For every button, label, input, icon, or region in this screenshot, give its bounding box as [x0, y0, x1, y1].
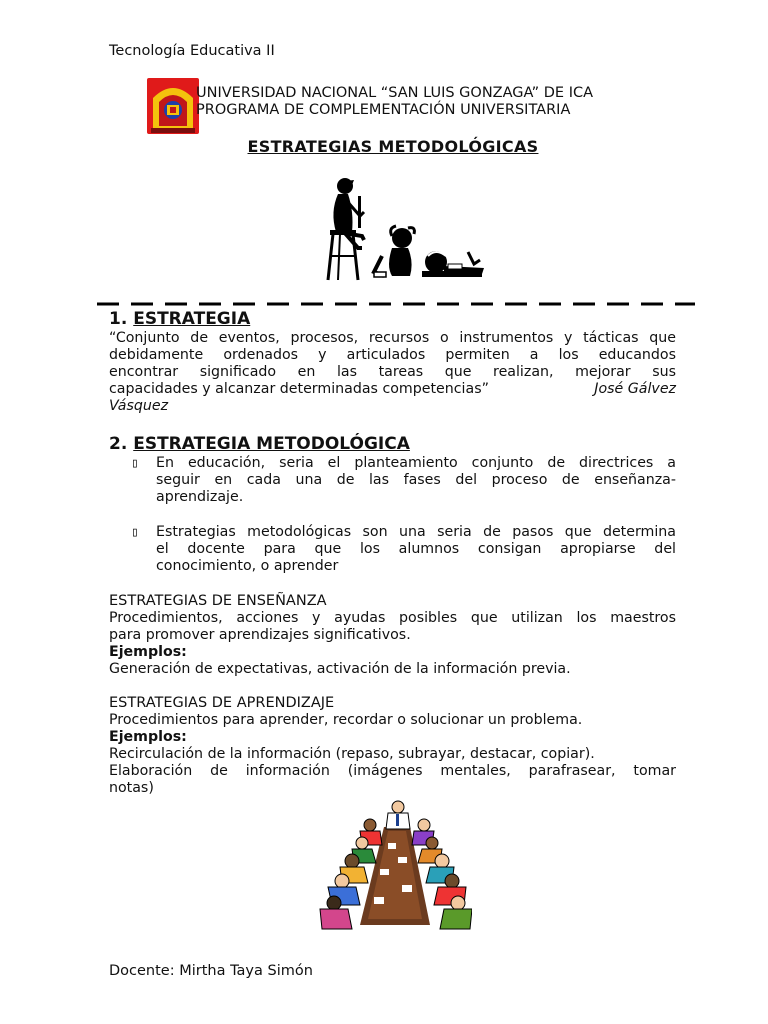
bullet-line: En educación, seria el planteamiento conjunto de directrices a: [156, 455, 676, 471]
section-2-heading: [109, 434, 410, 454]
teaching-examples-label: Ejemplos:: [109, 644, 187, 660]
teaching-examples-text: Generación de expectativas, activación de la información previa.: [109, 661, 571, 677]
bullet-line: conocimiento, o aprender: [156, 558, 339, 574]
dashed-separator: [97, 291, 695, 295]
program-name: PROGRAMA DE COMPLEMENTACIÓN UNIVERSITARIA: [196, 102, 571, 118]
example-line: notas): [109, 780, 154, 796]
bullet-line: el docente para que los alumnos consigan apropiarse del: [156, 541, 676, 557]
learning-examples-label: Ejemplos:: [109, 729, 187, 745]
bullet-marker-icon: ▯: [131, 456, 139, 471]
teacher-name: Docente: Mirtha Taya Simón: [109, 963, 313, 979]
section-2-number: 2.: [109, 434, 128, 454]
description-line: para promover aprendizajes significativos.: [109, 627, 411, 643]
learning-strategies-heading: ESTRATEGIAS DE APRENDIZAJE: [109, 695, 335, 711]
section-1-number: 1.: [109, 309, 128, 329]
meeting-table-clipart: [318, 797, 472, 933]
definition-line: encontrar significado en las tareas que realizan, mejorar sus: [109, 364, 676, 380]
definition-line: “Conjunto de eventos, procesos, recursos o instrumentos y tácticas que: [109, 330, 676, 346]
strategy-definition: [109, 330, 676, 415]
author-name: José Gálvez: [594, 381, 676, 397]
section-1-heading: [109, 309, 250, 329]
bullet-item-1: [156, 455, 676, 506]
description-line: Procedimientos, acciones y ayudas posibles que utilizan los maestros: [109, 610, 676, 626]
learning-strategies-description: Procedimientos para aprender, recordar o solucionar un problema.: [109, 712, 583, 728]
university-name: UNIVERSIDAD NACIONAL “SAN LUIS GONZAGA” DE ICA: [196, 85, 594, 101]
example-line: Elaboración de información (imágenes mentales, parafrasear, tomar: [109, 763, 676, 779]
teaching-strategies-description: [109, 610, 676, 644]
teacher-students-clipart: [318, 176, 488, 282]
learning-example-2: [109, 763, 676, 797]
bullet-marker-icon: ▯: [131, 525, 139, 540]
bullet-item-2: [156, 524, 676, 575]
document-title: ESTRATEGIAS METODOLÓGICAS: [247, 137, 539, 156]
definition-line-with-author: [109, 381, 676, 398]
author-surname: Vásquez: [109, 398, 169, 414]
teaching-strategies-heading: ESTRATEGIAS DE ENSEÑANZA: [109, 593, 327, 609]
course-name: Tecnología Educativa II: [109, 43, 275, 59]
university-seal-logo: [145, 76, 201, 136]
bullet-line: aprendizaje.: [156, 489, 244, 505]
learning-example-1: Recirculación de la información (repaso, subrayar, destacar, copiar).: [109, 746, 595, 762]
section-1-title: ESTRATEGIA: [133, 309, 251, 329]
section-2-title: ESTRATEGIA METODOLÓGICA: [133, 434, 410, 454]
bullet-line: seguir en cada una de las fases del proceso de enseñanza-: [156, 472, 676, 488]
definition-line: debidamente ordenados y articulados permiten a los educandos: [109, 347, 676, 363]
definition-line: capacidades y alcanzar determinadas competencias”: [109, 381, 489, 397]
bullet-line: Estrategias metodológicas son una seria de pasos que determina: [156, 524, 676, 540]
